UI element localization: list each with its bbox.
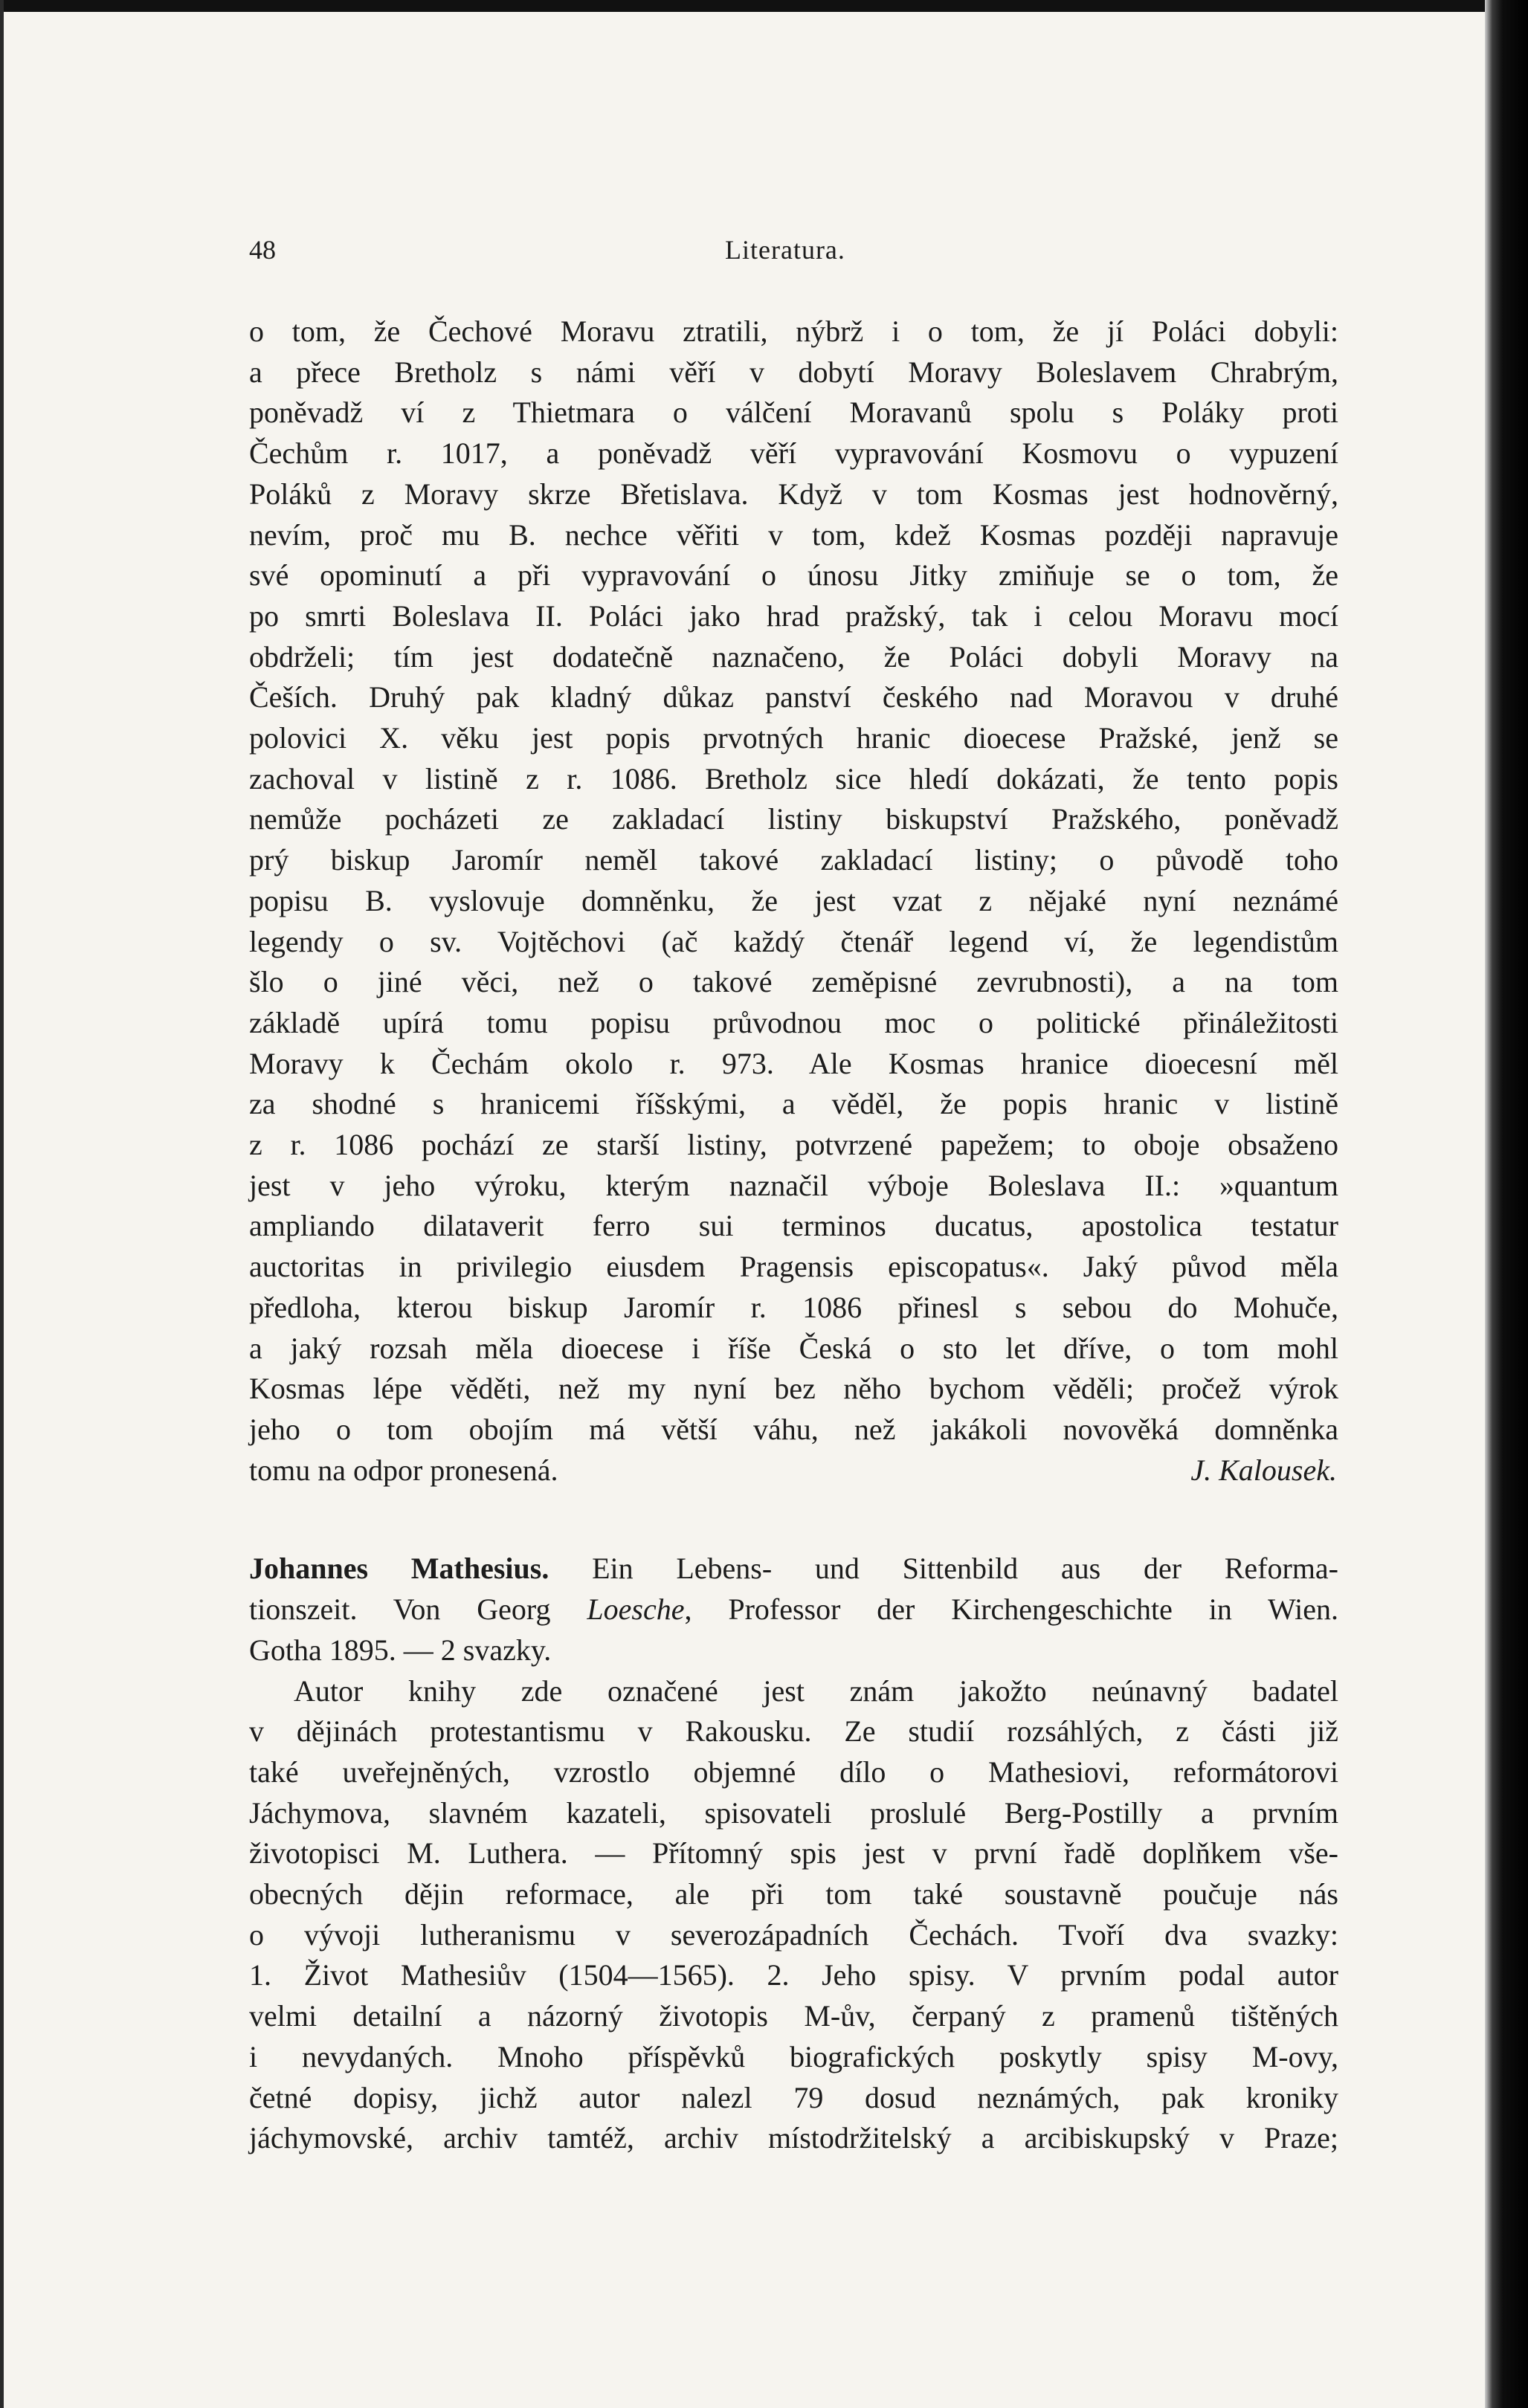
article-line: ampliando dilataverit ferro sui terminos ducatus, apostolica testatur (249, 1209, 1338, 1243)
scan-top-edge (0, 0, 1528, 12)
article-signoff (249, 1450, 1338, 1491)
article-continuation (249, 312, 1338, 1491)
article-line: o tom, že Čechové Moravu ztratili, nýbrž i o tom, že jí Poláci dobyli: (249, 314, 1338, 348)
article-line: šlo o jiné věci, než o takové zeměpisné zevrubnosti), a na tom (249, 965, 1338, 999)
article-line: a přece Bretholz s námi věří v dobytí Moravy Boleslavem Chrabrým, (249, 355, 1338, 389)
review-line: velmi detailní a názorný životopis M-ův, čerpaný z pramenů tištěných (249, 1999, 1338, 2033)
running-title: Literatura. (725, 235, 845, 265)
article-line: své opominutí a při vypravování o únosu Jitky zmiňuje se o tom, že (249, 558, 1338, 593)
article-author-signature: J. Kalousek. (1190, 1453, 1337, 1487)
review-line: 1. Život Mathesiův (1504—1565). 2. Jeho spisy. V prvním podal autor (249, 1958, 1338, 1992)
article-line: a jaký rozsah měla dioecese i říše Česká o sto let dříve, o tom mohl (249, 1331, 1338, 1365)
article-line: Moravy k Čechám okolo r. 973. Ale Kosmas hranice dioecesní měl (249, 1046, 1338, 1080)
review-subtitle: Ein Lebens- und Sittenbild aus der Reforma- (549, 1552, 1339, 1586)
article-line: nemůže pocházeti ze zakladací listiny biskupství Pražského, poněvadž (249, 802, 1338, 836)
review-line: Jáchymova, slavném kazateli, spisovateli proslulé Berg-Postilly a prvním (249, 1795, 1338, 1830)
review-title-line (249, 1549, 1338, 1589)
scan-left-edge (0, 0, 4, 2408)
article-line: Poláků z Moravy skrze Břetislava. Když v tom Kosmas jest hodnověrný, (249, 477, 1338, 511)
review-line: životopisci M. Luthera. — Přítomný spis jest v první řadě doplňkem vše- (249, 1836, 1338, 1870)
book-review (249, 1549, 1338, 2159)
review-publication-line: Gotha 1895. — 2 svazky. (249, 1633, 552, 1667)
article-line: předloha, kterou biskup Jaromír r. 1086 přinesl s sebou do Mohuče, (249, 1290, 1338, 1324)
page-number: 48 (249, 235, 276, 265)
review-book-title: Johannes Mathesius. (249, 1552, 549, 1586)
review-line: také uveřejněných, vzrostlo objemné dílo o Mathesiovi, reformátorovi (249, 1755, 1338, 1789)
article-line: po smrti Boleslava II. Poláci jako hrad pražský, tak i celou Moravu mocí (249, 598, 1338, 633)
article-line: legendy o sv. Vojtěchovi (ač každý čtenář legend ví, že legendistům (249, 924, 1338, 958)
review-line: Autor knihy zde označené jest znám jakožto neúnavný badatel (294, 1673, 1338, 1708)
review-line: v dějinách protestantismu v Rakousku. Ze studií rozsáhlých, z části již (249, 1714, 1338, 1749)
article-line: obdrželi; tím jest dodatečně naznačeno, že Poláci dobyli Moravy na (249, 639, 1338, 674)
article-line: jeho o tom obojím má větší váhu, než jakákoli novověká domněnka (249, 1412, 1338, 1446)
review-book-author: Loesche (587, 1592, 685, 1627)
article-line: základě upírá tomu popisu průvodnou moc o politické přináležitosti (249, 1005, 1338, 1039)
article-line: auctoritas in privilegio eiusdem Pragensis episcopatus«. Jaký původ měla (249, 1250, 1338, 1284)
article-line: zachoval v listině z r. 1086. Bretholz sice hledí dokázati, že tento popis (249, 761, 1338, 795)
article-last-line: tomu na odpor pronesená. (249, 1453, 558, 1487)
review-body (249, 1671, 1338, 2159)
article-line: prý biskup Jaromír neměl takové zakladací listiny; o původě toho (249, 843, 1338, 877)
article-line: polovici X. věku jest popis prvotných hranic dioecese Pražské, jenž se (249, 721, 1338, 755)
page-header (249, 234, 1338, 279)
article-line: Kosmas lépe věděti, než my nyní bez něho bychom věděli; pročež výrok (249, 1372, 1338, 1406)
review-line: četné dopisy, jichž autor nalezl 79 dosud neznámých, pak kroniky (249, 2080, 1338, 2114)
article-line: nevím, proč mu B. nechce věřiti v tom, kdež Kosmas později napravuje (249, 517, 1338, 552)
review-bibliography-line: tionszeit. Von Georg Loesche, Professor der Kirchengeschichte in Wien. (249, 1592, 1338, 1627)
article-line: za shodné s hranicemi říšskými, a věděl, že popis hranic v listině (249, 1087, 1338, 1121)
article-line: z r. 1086 pochází ze starší listiny, potvrzené papežem; to oboje obsaženo (249, 1128, 1338, 1162)
review-line: o vývoji lutheranismu v severozápadních Čechách. Tvoří dva svazky: (249, 1917, 1338, 1952)
review-line: jáchymovské, archiv tamtéž, archiv místodržitelský a arcibiskupský v Praze; (249, 2121, 1338, 2155)
article-line: Čechům r. 1017, a poněvadž věří vypravování Kosmovu o vypuzení (249, 436, 1338, 471)
article-line: poněvadž ví z Thietmara o válčení Moravanů spolu s Poláky proti (249, 396, 1338, 430)
review-line: obecných dějin reformace, ale při tom také soustavně poučuje nás (249, 1877, 1338, 1911)
book-page (249, 234, 1338, 2159)
article-line: Češích. Druhý pak kladný důkaz panství českého nad Moravou v druhé (249, 680, 1338, 714)
review-line: i nevydaných. Mnoho příspěvků biografických poskytly spisy M-ovy, (249, 2039, 1338, 2073)
article-line: popisu B. vyslovuje domněnku, že jest vzat z nějaké nyní neznámé (249, 883, 1338, 917)
article-line: jest v jeho výroku, kterým naznačil výboje Boleslava II.: »quantum (249, 1168, 1338, 1202)
scan-right-edge (1485, 0, 1528, 2408)
